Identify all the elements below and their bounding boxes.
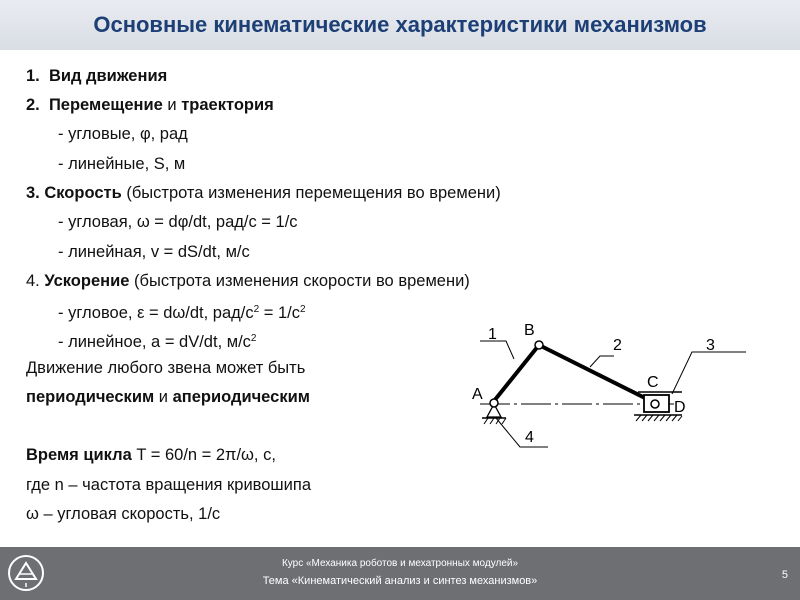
item-2-number: 2. — [26, 96, 40, 114]
page-number: 5 — [781, 569, 788, 581]
item-2 — [26, 93, 274, 117]
angular-acceleration-sup-1: 2 — [253, 304, 260, 315]
item-3 — [26, 181, 501, 205]
linear-displacement: - линейные, S, м — [58, 155, 186, 173]
item-1-text: Вид движения — [48, 67, 168, 85]
item-2-term-1: Перемещение — [48, 96, 163, 114]
cycle-time-term: Время цикла — [26, 446, 132, 464]
linear-acceleration — [58, 327, 256, 351]
motion-type-periodic: периодическим — [26, 388, 155, 406]
label-point-c: C — [647, 374, 659, 391]
item-3-term: 3. Скорость — [26, 184, 122, 202]
joint-c — [651, 400, 659, 408]
leader-1 — [480, 341, 514, 359]
motion-statement: Движение любого звена может быть — [26, 359, 306, 377]
motion-type-aperiodic: апериодическим — [172, 388, 310, 406]
rotation-frequency-note: где n – частота вращения кривошипа — [26, 476, 311, 494]
crank-link — [494, 345, 539, 401]
item-4 — [26, 269, 470, 293]
label-point-d: D — [674, 399, 686, 416]
label-point-b: B — [524, 322, 535, 339]
slide-title: Основные кинематические характеристики механизмов — [93, 12, 707, 37]
angular-acceleration — [58, 298, 306, 322]
motion-types-connector: и — [158, 388, 168, 406]
item-2-term-2: траектория — [181, 96, 274, 114]
item-2-connector: и — [167, 96, 177, 114]
topic-name: Тема «Кинематический анализ и синтез механизмов» — [262, 575, 538, 587]
item-1-number: 1. — [26, 67, 40, 85]
label-link-2: 2 — [613, 337, 622, 354]
slide-header — [0, 0, 800, 50]
angular-acceleration-sup-2: 2 — [300, 304, 306, 315]
leader-4 — [496, 418, 548, 447]
angular-acceleration-text: - угловое, ε = dω/dt, рад/с — [58, 304, 254, 322]
item-1 — [26, 64, 167, 88]
linear-velocity: - линейная, v = dS/dt, м/с — [58, 243, 250, 261]
slide-footer — [0, 547, 800, 600]
label-point-a: A — [472, 386, 483, 403]
linear-acceleration-text: - линейное, a = dV/dt, м/с — [58, 333, 251, 351]
course-name: Курс «Механика роботов и мехатронных модулей» — [281, 558, 519, 569]
angular-velocity: - угловая, ω = dφ/dt, рад/с = 1/с — [58, 213, 298, 231]
joint-b — [535, 341, 543, 349]
label-link-4: 4 — [525, 429, 534, 446]
crank-slider-diagram — [460, 318, 760, 458]
item-3-description: (быстрота изменения перемещения во времени) — [126, 184, 501, 202]
cycle-time — [26, 443, 276, 467]
cycle-time-formula: T = 60/n = 2π/ω, с, — [136, 446, 276, 464]
label-link-3: 3 — [706, 337, 715, 354]
item-4-description: (быстрота изменения скорости во времени) — [134, 272, 470, 290]
leader-2 — [590, 356, 614, 367]
label-link-1: 1 — [488, 326, 497, 343]
item-4-number: 4. — [26, 272, 40, 290]
item-4-term: Ускорение — [44, 272, 130, 290]
linear-acceleration-sup: 2 — [250, 333, 257, 344]
angular-velocity-note: ω – угловая скорость, 1/с — [26, 505, 221, 523]
joint-a — [490, 399, 498, 407]
angular-acceleration-mid: = 1/с — [259, 304, 301, 322]
motion-types — [26, 385, 310, 409]
connecting-rod-link — [539, 345, 655, 403]
leader-3 — [672, 352, 746, 394]
angular-displacement: - угловые, φ, рад — [58, 125, 188, 143]
